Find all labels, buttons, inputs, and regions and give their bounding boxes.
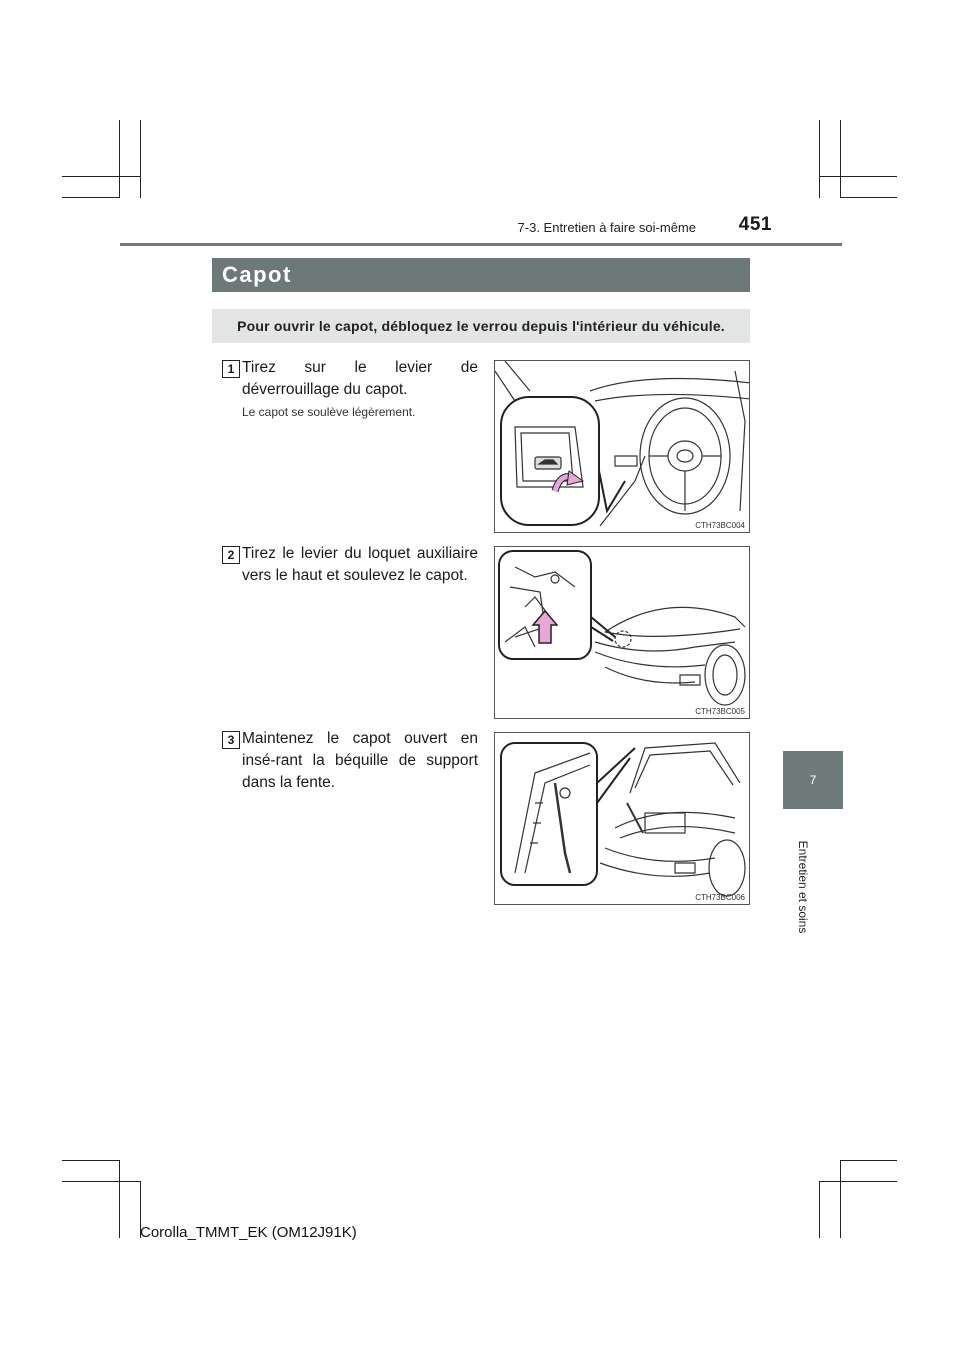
support-rod-illustration [495,733,750,905]
crop-mark [819,1181,897,1182]
intro-banner: Pour ouvrir le capot, débloquez le verrou depuis l'intérieur du véhicule. [212,309,750,343]
crop-mark [819,1181,820,1238]
page-title: Capot [212,258,750,292]
figure-hood-release-lever [494,360,750,533]
footer-document-id: Corolla_TMMT_EK (OM12J91K) [140,1224,357,1241]
page-number: 451 [738,214,772,235]
crop-mark [840,197,897,198]
step-number-3: 3 [222,731,240,749]
hood-release-illustration [495,361,750,533]
step-text-2: Tirez le levier du loquet auxiliaire vers le haut et soulevez le capot. [242,545,478,584]
auxiliary-latch-illustration [495,547,750,719]
crop-mark [140,120,141,198]
crop-mark [62,1181,140,1182]
figure-hood-support-rod [494,732,750,905]
figure-code: CTH73BC004 [695,521,745,530]
crop-mark [119,120,120,198]
chapter-tab: 7 [783,751,843,809]
step-number-2: 2 [222,546,240,564]
crop-mark [62,1160,119,1161]
crop-mark [819,176,897,177]
step-note-1: Le capot se soulève légèrement. [242,405,416,419]
figure-code: CTH73BC006 [695,893,745,902]
section-title: 7-3. Entretien à faire soi-même [517,220,696,235]
crop-mark [840,1160,841,1238]
step-text-1: Tirez sur le levier de déverrouillage du capot. [242,359,478,398]
step-text-3: Maintenez le capot ouvert en insé-rant la béquille de support dans la fente. [242,730,478,791]
crop-mark [819,120,820,198]
figure-auxiliary-latch [494,546,750,719]
step-number-1: 1 [222,360,240,378]
crop-mark [840,120,841,198]
chapter-label: Entretien et soins [796,840,810,934]
crop-mark [62,197,119,198]
figure-code: CTH73BC005 [695,707,745,716]
header-rule [120,243,842,246]
crop-mark [119,1160,120,1238]
crop-mark [840,1160,897,1161]
crop-mark [62,176,140,177]
